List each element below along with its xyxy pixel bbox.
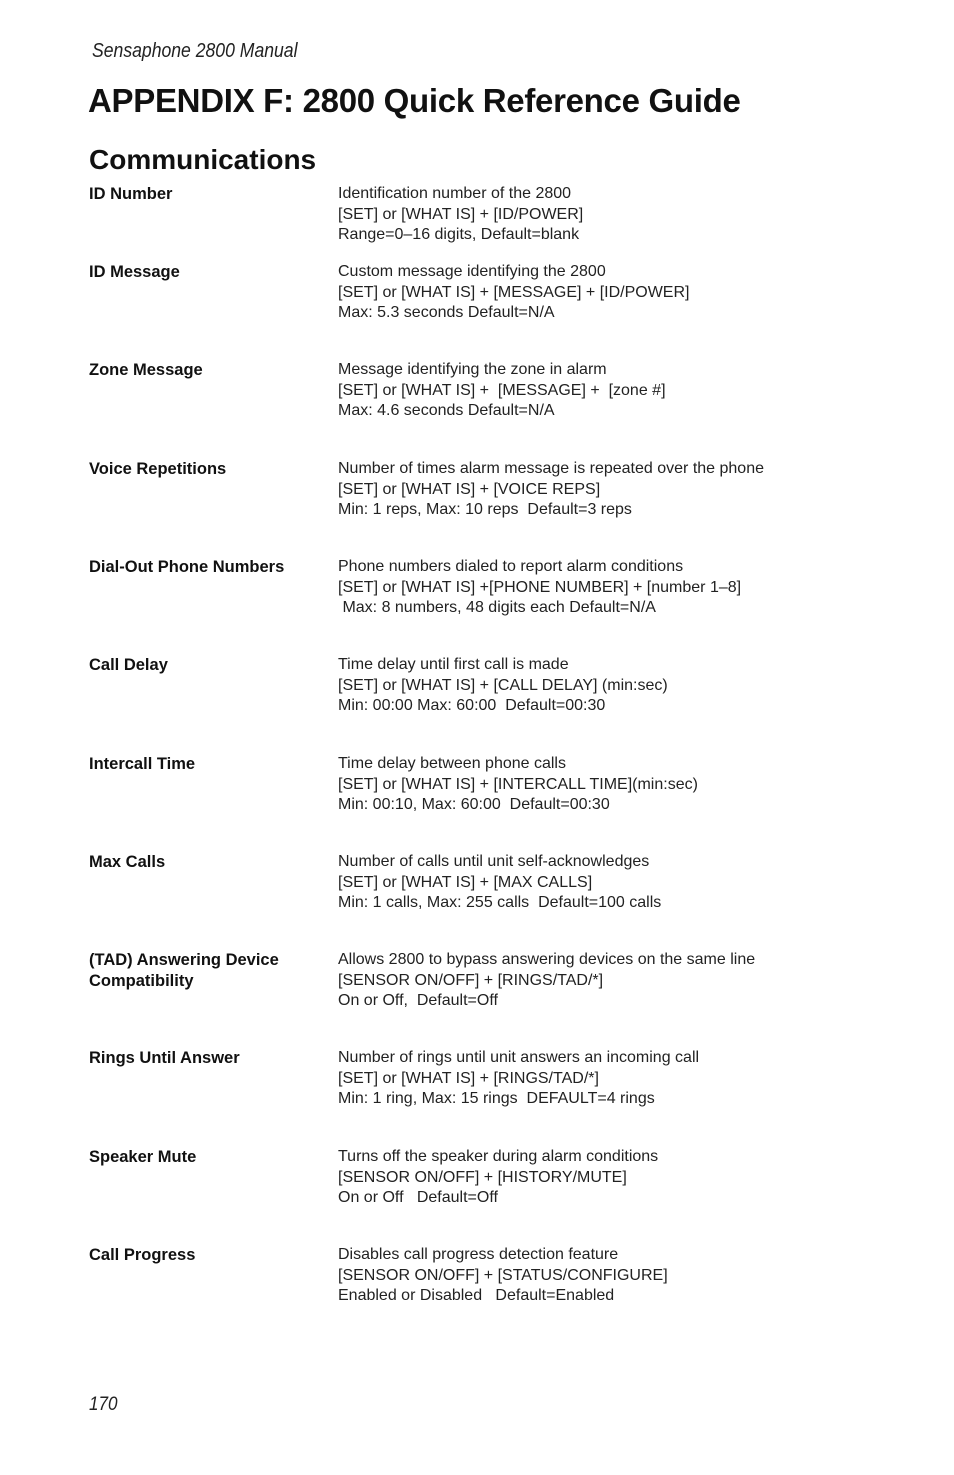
entry-line: Identification number of the 2800 xyxy=(338,185,572,202)
entry-line: [SET] or [WHAT IS] + [CALL DELAY] (min:sec) xyxy=(338,676,668,694)
entry-line: [SENSOR ON/OFF] + [HISTORY/MUTE] xyxy=(338,1168,627,1186)
entry-description xyxy=(338,950,898,1012)
entry-line: [SET] or [WHAT IS] + [INTERCALL TIME](min:sec) xyxy=(338,775,698,793)
entry-line: [SET] or [WHAT IS] + [MAX CALLS] xyxy=(338,873,593,891)
entry-term: ID Number xyxy=(89,185,173,203)
entry-line: Enabled or Disabled Default=Enabled xyxy=(338,1287,615,1304)
entry-line: On or Off Default=Off xyxy=(338,1189,498,1206)
entry-line: [SET] or [WHAT IS] + [MESSAGE] + [ID/POWER] xyxy=(338,283,690,301)
entry-line: [SENSOR ON/OFF] + [STATUS/CONFIGURE] xyxy=(338,1266,668,1284)
entry-line: [SET] or [WHAT IS] +[PHONE NUMBER] + [number 1–8] xyxy=(338,578,742,596)
entry-line: Time delay until first call is made xyxy=(338,656,569,673)
entry-line: Time delay between phone calls xyxy=(338,755,566,772)
entry-line: Disables call progress detection feature xyxy=(338,1246,619,1263)
entry-line: Number of calls until unit self-acknowledges xyxy=(338,853,650,870)
section-title: Communications xyxy=(89,144,317,175)
entry-description xyxy=(338,557,898,619)
entry-line: Min: 00:10, Max: 60:00 Default=00:30 xyxy=(338,796,610,813)
entry-line: Phone numbers dialed to report alarm conditions xyxy=(338,558,684,575)
entry-term: Call Progress xyxy=(89,1246,196,1264)
entry-line: [SET] or [WHAT IS] + [VOICE REPS] xyxy=(338,480,601,498)
entry-description xyxy=(338,1048,898,1110)
entry-term: Max Calls xyxy=(89,853,166,871)
entry-description xyxy=(338,1147,898,1209)
entry-line: Number of times alarm message is repeated over the phone xyxy=(338,460,764,477)
entry-line: Turns off the speaker during alarm conditions xyxy=(338,1148,659,1165)
entry-line: Custom message identifying the 2800 xyxy=(338,263,606,280)
entry-line: [SET] or [WHAT IS] + [ID/POWER] xyxy=(338,205,584,223)
running-head: Sensaphone 2800 Manual xyxy=(92,40,298,62)
entry-line: Min: 1 ring, Max: 15 rings DEFAULT=4 rings xyxy=(338,1090,655,1107)
entry-line: [SET] or [WHAT IS] + [RINGS/TAD/*] xyxy=(338,1069,599,1087)
entry-line: Max: 5.3 seconds Default=N/A xyxy=(338,304,555,321)
entry-description xyxy=(338,184,898,246)
entry-term: Speaker Mute xyxy=(89,1148,197,1166)
entry-line: Min: 00:00 Max: 60:00 Default=00:30 xyxy=(338,697,606,714)
entry-line: [SET] or [WHAT IS] + [MESSAGE] + [zone #] xyxy=(338,381,666,399)
entry-term: ID Message xyxy=(89,263,180,281)
entry-line: Message identifying the zone in alarm xyxy=(338,361,607,378)
entry-term: Dial-Out Phone Numbers xyxy=(89,558,285,576)
entry-line: On or Off, Default=Off xyxy=(338,992,498,1009)
entry-line: Range=0–16 digits, Default=blank xyxy=(338,226,580,243)
entry-line: [SENSOR ON/OFF] + [RINGS/TAD/*] xyxy=(338,971,604,989)
appendix-title: APPENDIX F: 2800 Quick Reference Guide xyxy=(88,82,741,119)
entry-line: Min: 1 reps, Max: 10 reps Default=3 reps xyxy=(338,501,632,518)
entry-term: (TAD) Answering Device Compatibility xyxy=(89,951,279,990)
entry-line: Max: 8 numbers, 48 digits each Default=N/A xyxy=(338,599,656,616)
entry-description xyxy=(338,754,898,816)
entry-line: Allows 2800 to bypass answering devices on the same line xyxy=(338,951,756,968)
entry-line: Min: 1 calls, Max: 255 calls Default=100 calls xyxy=(338,894,662,911)
entry-term: Zone Message xyxy=(89,361,203,379)
page-number: 170 xyxy=(89,1394,118,1415)
entry-description xyxy=(338,655,898,717)
entry-term: Intercall Time xyxy=(89,755,196,773)
entry-description xyxy=(338,1245,898,1307)
entry-description xyxy=(338,459,898,521)
entry-line: Max: 4.6 seconds Default=N/A xyxy=(338,402,555,419)
entry-description xyxy=(338,360,898,422)
entry-term: Rings Until Answer xyxy=(89,1049,240,1067)
entry-description xyxy=(338,262,898,324)
entry-line: Number of rings until unit answers an incoming call xyxy=(338,1049,700,1066)
entry-term: Call Delay xyxy=(89,656,168,674)
entry-term: Voice Repetitions xyxy=(89,460,227,478)
entry-description xyxy=(338,852,898,914)
